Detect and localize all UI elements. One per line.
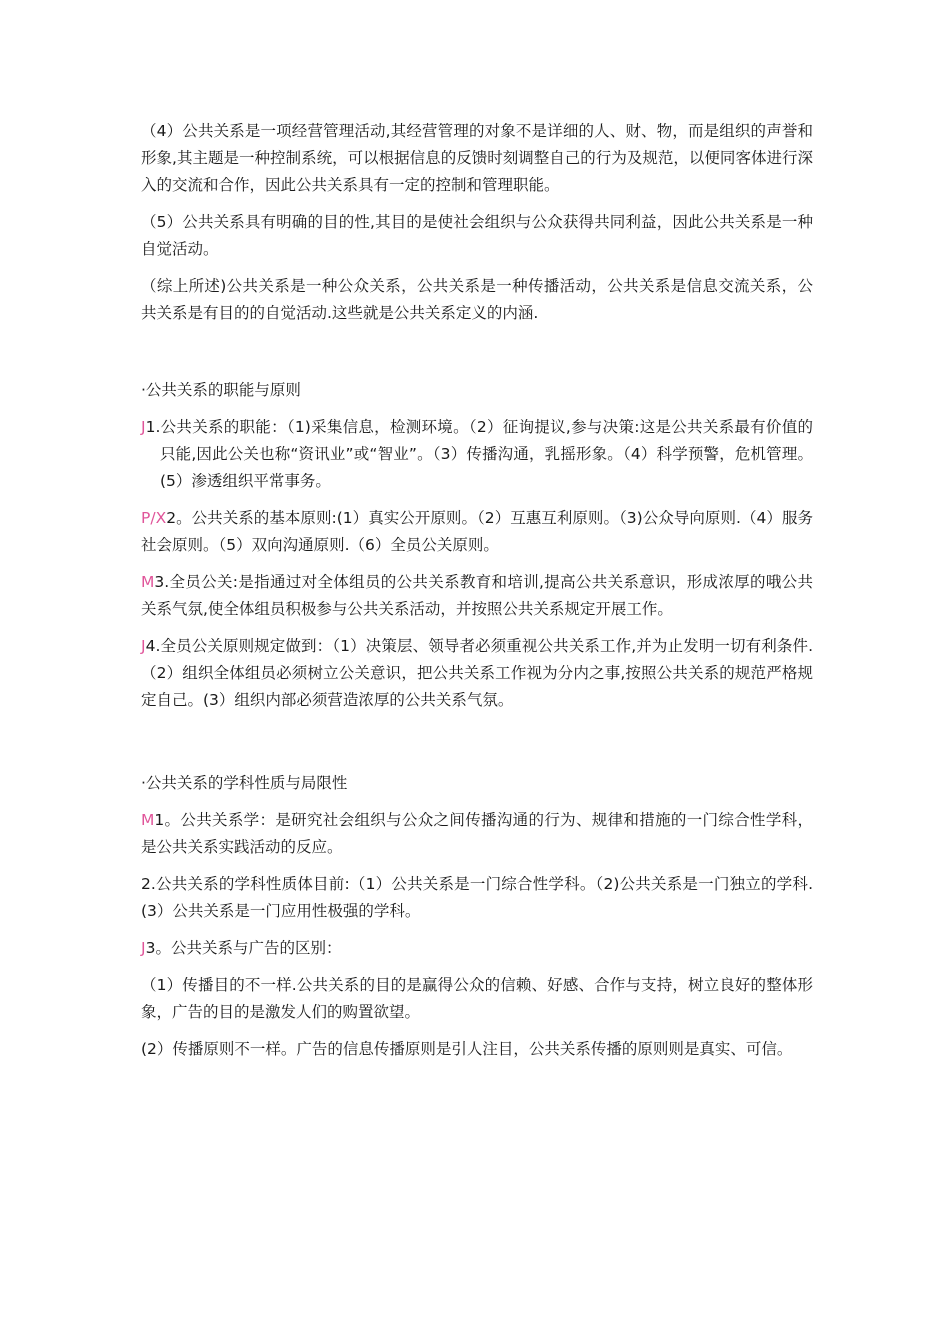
section-heading-discipline: ·公共关系的学科性质与局限性 bbox=[141, 774, 348, 792]
list-item-all-staff-pr bbox=[141, 569, 813, 623]
margin-tag: J bbox=[141, 637, 146, 655]
margin-tag: M bbox=[141, 811, 155, 829]
list-item-text: 3.全员公关:是指通过对全体组员的公共关系教育和培训,提高公共关系意识，形成浓厚的哦公共关系气氛,使全体组员积极参与公共关系活动，并按照公共关系规定开展工作。 bbox=[141, 573, 813, 618]
list-item-all-staff-requirements bbox=[141, 633, 813, 714]
list-item-text: 2。公共关系的基本原则:(1）真实公开原则。（2）互惠互利原则。（3)公众导向原则.（4）服务社会原则。（5）双向沟通原则.（6）全员公关原则。 bbox=[141, 509, 813, 554]
list-item-definition bbox=[141, 807, 813, 861]
margin-tag: P/X bbox=[141, 509, 167, 527]
section-spacer bbox=[141, 724, 813, 770]
section-heading-functions: ·公共关系的职能与原则 bbox=[141, 381, 301, 399]
paragraph-4: （4）公共关系是一项经营管理活动,其经营管理的对象不是详细的人、财、物，而是组织的声誉和形象,其主题是一种控制系统，可以根据信息的反馈时刻调整自己的行为及规范，以便同客体进行深入的交流和合作，因此公共关系具有一定的控制和管理职能。 bbox=[141, 122, 813, 194]
list-item-text: （1）传播目的不一样.公共关系的目的是赢得公众的信赖、好感、合作与支持，树立良好的整体形象，广告的目的是激发人们的购置欲望。 bbox=[141, 976, 813, 1021]
section-spacer bbox=[141, 337, 813, 377]
margin-tag: J bbox=[141, 939, 146, 957]
list-item-pr-vs-ads bbox=[141, 935, 813, 962]
document-page bbox=[141, 118, 813, 1073]
list-item-text: (2）传播原则不一样。广告的信息传播原则是引人注目，公共关系传播的原则则是真实、可信。 bbox=[141, 1040, 793, 1058]
list-item-text: 1.公共关系的职能：（1)采集信息，检测环境。（2）征询提议,参与决策:这是公共关系最有价值的只能,因此公关也称“资讯业”或“智业”。（3）传播沟通，乳摇形象。（4）科学预警，危机管理。(5）渗透组织平常事务。 bbox=[145, 418, 813, 490]
list-item-text: 2.公共关系的学科性质体目前:（1）公共关系是一门综合性学科。（2)公共关系是一门独立的学科.(3）公共关系是一门应用性极强的学科。 bbox=[141, 875, 813, 920]
list-item-text: 4.全员公关原则规定做到：（1）决策层、领导者必须重视公共关系工作,并为止发明一切有利条件.（2）组织全体组员必须树立公关意识，把公共关系工作视为分内之事,按照公共关系的规范严格规定自己。(3）组织内部必须营造浓厚的公共关系气氛。 bbox=[141, 637, 813, 709]
list-item-text: 1。公共关系学：是研究社会组织与公众之间传播沟通的行为、规律和措施的一门综合性学科，是公共关系实践活动的反应。 bbox=[141, 811, 813, 856]
list-item-nature bbox=[141, 871, 813, 925]
list-item-difference-purpose bbox=[141, 972, 813, 1026]
paragraph-5: （5）公共关系具有明确的目的性,其目的是使社会组织与公众获得共同利益，因此公共关系是一种自觉活动。 bbox=[141, 213, 813, 258]
margin-tag: J bbox=[141, 418, 146, 436]
margin-tag: M bbox=[141, 573, 155, 591]
list-item-functions bbox=[141, 414, 813, 495]
list-item-principles bbox=[141, 505, 813, 559]
list-item-text: 3。公共关系与广告的区别： bbox=[145, 939, 342, 957]
list-item-difference-principle bbox=[141, 1036, 813, 1063]
paragraph-summary: （综上所述)公共关系是一种公众关系，公共关系是一种传播活动，公共关系是信息交流关系，公共关系是有目的的自觉活动.这些就是公共关系定义的内涵. bbox=[141, 277, 813, 322]
